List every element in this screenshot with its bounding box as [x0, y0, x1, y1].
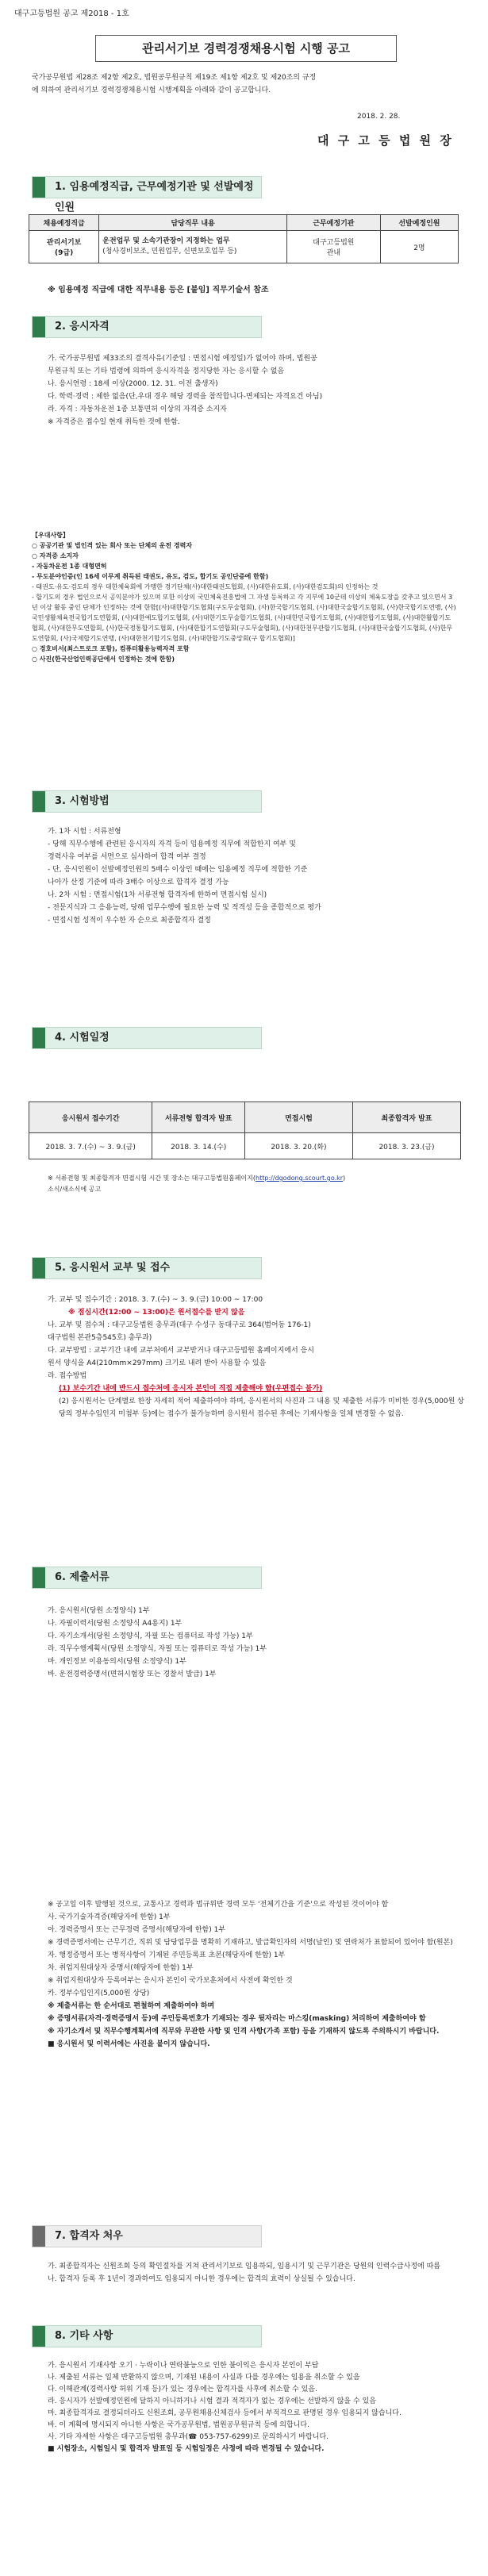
list-item: ○ 사진(한국산업인력공단에서 인정하는 것에 한함) — [32, 656, 175, 663]
section-title: 6. 제출서류 — [55, 1571, 110, 1583]
list-item: (2) 응시원서는 단계별로 한장 자세히 적어 제출하여야 하며, 응시원서의 사진과 그 내용 및 제출한 서류가 미비한 경우(5,000원 상당의 정부수입인지 미첨부 등)에는 접수가 불가능하며 응시원서 접수된 후에는 기재사항을 일체 변경할 수 없음. — [59, 1398, 464, 1418]
section-title: 5. 응시원서 교부 및 접수 — [55, 1262, 171, 1274]
note-text: ) — [343, 1175, 346, 1182]
list-item: 라. 자격 : 자동차운전 1종 보통면허 이상의 자격증 소지자 — [48, 406, 227, 413]
table-cell — [99, 231, 287, 263]
list-item: 가. 응시원서 기재사항 오기 · 누락이나 연락불능으로 인한 불이익은 응시자 본인이 부담 — [48, 2362, 319, 2370]
section-bar — [33, 2226, 45, 2247]
application-list — [48, 1294, 468, 1421]
list-item: 차. 취업지원대상자 증명서(해당자에 한함) 1부 — [48, 1964, 194, 1972]
list-item: ○ 공공기관 및 법인격 있는 회사 또는 단체의 운전 경력자 — [32, 542, 193, 549]
note-text: 소식/새소식에 공고 — [48, 1186, 102, 1193]
list-item: - 태권도·유도·검도의 경우 대한체육회에 가맹한 경기단체(사)대한태권도협회, (사)대한유도회, (사)대한검도회)의 인정하는 것 — [32, 583, 378, 590]
section-title: 2. 응시자격 — [55, 321, 110, 333]
exam-method-list — [48, 825, 468, 927]
section-heading-1 — [32, 176, 262, 213]
note-text: ※ 서류전형 및 최종합격자 면접시험 시간 및 장소는 대구고등법원홈페이지( — [48, 1175, 256, 1182]
table-cell: 2018. 3. 7.(수) ~ 3. 9.(금) — [29, 1133, 152, 1159]
list-item: 자. 행정증명서 또는 병적사항이 기재된 주민등록표 초본(해당자에 한함) 1부 — [48, 1951, 286, 1959]
agency-line: 관내 — [326, 249, 341, 257]
section-bar — [33, 1028, 45, 1048]
position-table — [29, 214, 459, 263]
section-title: 3. 시험방법 — [55, 795, 110, 807]
schedule-table — [29, 1102, 461, 1159]
preference-box — [32, 530, 456, 664]
list-item: 무원규칙 또는 기타 법령에 의하여 응시자격을 정지당한 자는 응시할 수 없음 — [48, 367, 285, 375]
documents-list — [48, 1605, 468, 1681]
table-cell: 2018. 3. 20.(화) — [244, 1133, 352, 1159]
list-item: ※ 자격증은 접수일 현재 취득한 것에 한함. — [48, 418, 180, 426]
section-heading-4 — [32, 1027, 262, 1049]
table-header: 담당직무 내용 — [99, 215, 287, 231]
table-header: 면접시험 — [244, 1102, 352, 1133]
schedule-note — [48, 1173, 460, 1195]
list-item: 라. 직무수행계획서(당원 소정양식, 자필 또는 컴퓨터로 작성 가능) 1부 — [48, 1645, 267, 1653]
list-item: 나. 2차 시험 : 면접시험(1차 서류전형 합격자에 한하여 면접시험 실시) — [48, 891, 267, 899]
list-item: 나. 합격자 등록 후 1년이 경과하여도 임용되지 아니한 경우에는 합격의 효력이 상실될 수 있습니다. — [48, 2275, 355, 2283]
table-cell — [29, 231, 99, 263]
misc-list — [48, 2360, 468, 2455]
list-item: 가. 1차 시험 : 서류전형 — [48, 828, 121, 836]
list-item: 경력사유 여부를 서면으로 심사하여 합격 여부 결정 — [48, 853, 206, 861]
list-item: - 합기도의 경우 법인으로서 공익분야가 있으며 또한 이상의 국민체육진흥법에 그 자생 등록하고 각 지부에 10군데 이상의 체육도장을 갖추고 있으면서 3년 이상 활동 중인 단체가 인정하는 것에 한함[(사)대한합기도협회(구도무술협회), (사)한국합기도협회, (사)대한국술합기도협회, (사)한국합기도연맹, (사)국민생활체육전국합기도연합회, (사)대한예도합기도협회, (사)대한기도무술합기도협회, (사)대한민국합기도협회, (사)대한합기도협회, (사)대한활합기도협회, (사)대한무도연합회, (사)한국정통합기도협회, (사)대한합기도연합회(구도무술협회), (사)대한천무관합기도협회, (사)대한국술합기도협회, (사)한무도연합회, (사)국제합기도연맹, (사)대한천기합기도협회, (사)대한합기도중앙회(구 합기도협회)] — [32, 594, 456, 642]
list-item: (1) 보수기간 내에 반드시 접수처에 응시자 본인이 직접 제출해야 함(우편접수 불가) — [59, 1385, 323, 1393]
list-item: 라. 응시자가 선발예정인원에 달하지 아니하거나 시험 결과 적격자가 없는 경우에는 선발하지 않을 수 있음 — [48, 2397, 376, 2405]
table-cell: 2018. 3. 23.(금) — [352, 1133, 460, 1159]
list-item: ○ 자격증 소지자 — [32, 552, 79, 559]
list-item: ※ 공고일 이후 발행된 것으로, 교통사고 경력과 법규위반 경력 모두 '전체기간을 기준'으로 작성된 것이어야 함 — [48, 1901, 389, 1909]
rank-grade: (9급) — [55, 249, 74, 257]
list-item: - 당해 직무수행에 관련된 응시자의 자격 등이 임용예정 직무에 적합한지 여부 및 — [48, 840, 296, 848]
list-item: 아. 경력증명서 또는 근무경력 증명서(해당자에 한함) 1부 — [48, 1926, 226, 1934]
list-item: 다. 자기소개서(당원 소정양식, 자필 또는 컴퓨터로 작성 가능) 1부 — [48, 1632, 253, 1640]
section-title: 7. 합격자 처우 — [55, 2230, 123, 2242]
table-header: 선발예정인원 — [380, 215, 458, 231]
duty-line: (청사경비보조, 민원업무, 신변보호업무 등) — [102, 248, 237, 256]
section-heading-3 — [32, 790, 262, 813]
duty-line: 운전업무 및 소속기관장이 지정하는 업무 — [102, 237, 230, 245]
table-header: 서류전형 합격자 발표 — [152, 1102, 245, 1133]
table-header: 근무예정기관 — [286, 215, 380, 231]
table-header: 채용예정직급 — [29, 215, 99, 231]
list-item: ※ 증명서류(자격·경력증명서 등)에 주민등록번호가 기재되는 경우 뒷자리는 마스킹(masking) 처리하여 제출하여야 함 — [48, 2015, 426, 2023]
list-item: ■ 시험장소, 시험일시 및 합격자 발표일 등 시험일정은 사정에 따라 변경될 수 있습니다. — [48, 2445, 325, 2453]
notice-date: 2018. 2. 28. — [357, 113, 401, 121]
list-item: ※ 점심시간(12:00 ~ 13:00)은 원서접수를 받지 않음 — [68, 1309, 245, 1317]
section-heading-2 — [32, 316, 262, 338]
list-item: 가. 응시원서(당원 소정양식) 1부 — [48, 1607, 150, 1615]
list-item: ○ 경호비서(최스트로크 포함), 컴퓨터활용능력자격 포함 — [32, 645, 190, 652]
list-item: ※ 제출서류는 한 순서대로 편철하여 제출하여야 하며 — [48, 2002, 215, 2010]
list-item: - 무도분야인증(인 16세 이무계 취득된 태권도, 유도, 검도, 합기도 공인단증에 한함) — [32, 573, 269, 580]
section-bar — [33, 1567, 45, 1588]
treatment-list — [48, 2260, 468, 2286]
notice-title: 관리서기보 경력경쟁채용시험 시행 공고 — [95, 35, 397, 62]
homepage-link[interactable]: http://dgodong.scourt.go.kr — [256, 1175, 344, 1182]
table-note: ※ 임용예정 직급에 대한 직무내용 등은 [붙임] 직무기술서 참조 — [48, 286, 269, 294]
list-item: 가. 최종합격자는 신원조회 등의 확인절차를 거쳐 관리서기보로 임용하되, 임용시기 및 근무기관은 당원의 인력수급사정에 따름 — [48, 2263, 441, 2270]
list-item: 마. 개인정보 이용동의서(당원 소정양식) 1부 — [48, 1658, 186, 1666]
table-header: 응시원서 접수기간 — [29, 1102, 152, 1133]
notice-number: 대구고등법원 공고 제2018 - 1호 — [14, 10, 129, 18]
section-bar — [33, 2326, 45, 2347]
table-cell: 2018. 3. 14.(수) — [152, 1133, 245, 1159]
list-item: 카. 정부수입인지(5,000원 상당) — [48, 1990, 150, 1997]
section-title: 8. 기타 사항 — [55, 2330, 113, 2342]
list-item: - 자동차운전 1종 대형면허 — [32, 563, 107, 570]
table-cell: 2명 — [380, 231, 458, 263]
list-item: 다. 교부방법 : 교부기간 내에 교부처에서 교부받거나 대구고등법원 홈페이지에서 응시 — [48, 1347, 314, 1355]
section-bar — [33, 1258, 45, 1278]
list-item: 나아가 산정 기준에 따라 3배수 이상으로 합격자 결정 가능 — [48, 879, 229, 886]
section-heading-7 — [32, 2225, 262, 2247]
section-title: 4. 시험일정 — [55, 1032, 110, 1044]
table-cell — [286, 231, 380, 263]
list-item: 나. 응시연령 : 18세 이상(2000. 12. 31. 이전 출생자) — [48, 380, 218, 388]
list-item: 라. 접수방법 — [48, 1372, 87, 1380]
list-item: 사. 국가기술자격증(해당자에 한함) 1부 — [48, 1913, 171, 1921]
list-item: ■ 응시원서 및 이력서에는 사진을 붙이지 않습니다. — [48, 2040, 210, 2048]
intro-text — [32, 71, 460, 97]
section-bar — [33, 317, 45, 337]
section-bar — [33, 791, 45, 812]
list-item: - 단, 응시인원이 선발예정인원의 5배수 이상인 때에는 임용예정 직무에 적합한 기준 — [48, 866, 308, 874]
list-item: ※ 취업지원대상자 등록여부는 응시자 본인이 국가보훈처에서 사전에 확인한 것 — [48, 1977, 293, 1985]
list-item: 가. 교부 및 접수기간 : 2018. 3. 7.(수) ~ 3. 9.(금) 10:00 ~ 17:00 — [48, 1296, 263, 1304]
table-header: 최종합격자 발표 — [352, 1102, 460, 1133]
list-item: ※ 경력증명서에는 근무기간, 직위 및 담당업무를 명확히 기재하고, 발급확인자의 서명(날인) 및 연락처가 표함되어 있어야 함(원본) — [48, 1939, 453, 1947]
list-item: 대구법원 본관5층545호) 총무과) — [48, 1334, 152, 1342]
agency-line: 대구고등법원 — [313, 239, 355, 247]
intro-line: 국가공무원법 제28조 제2항 제2호, 법원공무원규칙 제19조 제1항 제2호 및 제20조의 규정 — [32, 74, 317, 82]
list-item: 나. 제출된 서류는 일체 반환하지 않으며, 기재된 내용이 사실과 다를 경우에는 임용을 취소할 수 있음 — [48, 2374, 360, 2382]
section-heading-6 — [32, 1567, 262, 1589]
list-item: 가. 국가공무원법 제33조의 결격사유(기준일 : 면접시험 예정일)가 없어야 하며, 법원공 — [48, 355, 317, 363]
list-item: 사. 기타 자세한 사항은 대구고등법원 총무과(☎ 053-757-6299)로 문의하시기 바랍니다. — [48, 2433, 329, 2441]
documents-list-continued — [48, 1898, 468, 2051]
list-item: 나. 자필이력서(당원 소정양식 A4용지) 1부 — [48, 1620, 183, 1628]
section-heading-8 — [32, 2325, 262, 2347]
rank-name: 관리서기보 — [46, 239, 82, 247]
eligibility-list — [48, 352, 468, 429]
list-item: 바. 이 계획에 명시되지 아니한 사항은 국가공무원법, 법원공무원규칙 등에 의합니다. — [48, 2421, 309, 2429]
list-item: 다. 학력·경력 : 제한 없음(단,우대 경우 해당 경력을 참작합니다-면제되는 자격요건 아님) — [48, 393, 323, 401]
section-title: 1. 임용예정직급, 근무예정기관 및 선발예정인원 — [55, 181, 254, 213]
list-item: 바. 운전경력증명서(면허시험장 또는 경찰서 발급) 1부 — [48, 1671, 217, 1678]
list-item: ※ 자기소개서 및 직무수행계획서에 직무와 무관한 사항 및 인격 사항(가족 포함) 등을 기재하지 않도록 주의하시기 바랍니다. — [48, 2028, 440, 2036]
intro-line: 에 의하여 관리서기보 경력경쟁채용시험 시행계획을 아래와 같이 공고합니다. — [32, 87, 271, 94]
list-item: 나. 교부 및 접수처 : 대구고등법원 총무과(대구 수성구 동대구로 364(범어동 176-1) — [48, 1321, 311, 1329]
list-item: 마. 최종합격자로 결정되더라도 신원조회, 공무원채용신체검사 등에서 부적격으로 판명된 경우 임용되지 않습니다. — [48, 2409, 402, 2417]
section-heading-5 — [32, 1257, 262, 1279]
list-item: 다. 이해관계(경력사항 허위 기재 등)가 있는 경우에는 합격자를 사후에 취소할 수 있음. — [48, 2386, 317, 2393]
section-bar — [33, 177, 45, 198]
list-item: - 전문지식과 그 응용능력, 당해 업무수행에 필요한 능력 및 적격성 등을 종합적으로 평가 — [48, 904, 321, 912]
list-item: - 면접시험 성적이 우수한 자 순으로 최종합격자 결정 — [48, 917, 211, 925]
list-item: 원서 양식을 A4(210mm×297mm) 크기로 내려 받아 사용할 수 있음 — [48, 1359, 267, 1367]
issuer-name: 대 구 고 등 법 원 장 — [317, 133, 454, 148]
box-heading: 【우대사항】 — [32, 532, 69, 539]
